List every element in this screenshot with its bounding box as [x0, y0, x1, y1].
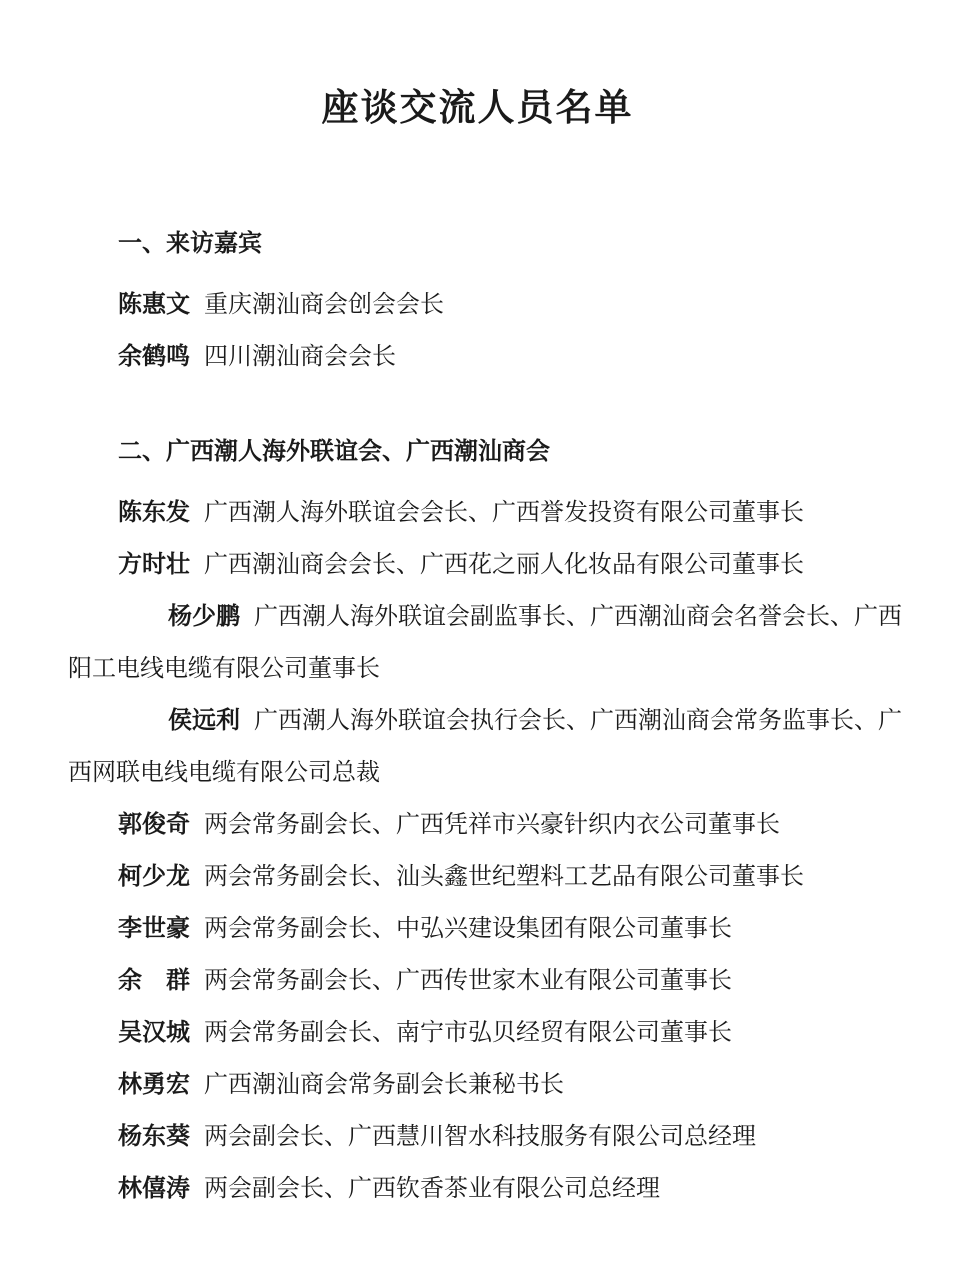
- person-name: 林勇宏: [118, 1070, 190, 1098]
- page-title: 座谈交流人员名单: [321, 85, 634, 129]
- list-item: [118, 1162, 915, 1214]
- person-name: 陈东发: [118, 498, 190, 526]
- person-role: 广西潮人海外联谊会会长、广西誉发投资有限公司董事长: [204, 498, 804, 526]
- person-name: 方时壮: [118, 550, 190, 578]
- person-name: 陈惠文: [118, 290, 190, 318]
- list-item: [118, 330, 915, 382]
- section-visiting-guests: [118, 226, 915, 382]
- list-item: [68, 590, 908, 694]
- list-item: [118, 1006, 915, 1058]
- person-role: 广西潮人海外联谊会副监事长、广西潮汕商会名誉会长、广西阳工电线电缆有限公司董事长: [68, 602, 902, 682]
- list-item: [118, 538, 915, 590]
- person-role: 广西潮人海外联谊会执行会长、广西潮汕商会常务监事长、广西网联电线电缆有限公司总裁: [68, 706, 902, 786]
- person-name: 郭俊奇: [118, 810, 190, 838]
- person-name: 柯少龙: [118, 862, 190, 890]
- person-role: 四川潮汕商会会长: [204, 342, 396, 370]
- list-item: [118, 850, 915, 902]
- list-item: [118, 798, 915, 850]
- person-name: 余鹤鸣: [118, 342, 190, 370]
- person-role: 重庆潮汕商会创会会长: [204, 290, 444, 318]
- person-role: 两会常务副会长、南宁市弘贝经贸有限公司董事长: [204, 1018, 732, 1046]
- section-guangxi-associations: [68, 434, 915, 1214]
- list-item: [118, 486, 915, 538]
- person-role: 两会常务副会长、广西传世家木业有限公司董事长: [204, 966, 732, 994]
- person-role: 广西潮汕商会常务副会长兼秘书长: [204, 1070, 564, 1098]
- person-name: 侯远利: [168, 706, 240, 734]
- person-name: 吴汉城: [118, 1018, 190, 1046]
- person-name: 余 群: [118, 966, 190, 994]
- person-name: 杨少鹏: [168, 602, 240, 630]
- person-role: 两会常务副会长、广西凭祥市兴豪针织内衣公司董事长: [204, 810, 780, 838]
- person-name: 李世豪: [118, 914, 190, 942]
- person-role: 两会常务副会长、中弘兴建设集团有限公司董事长: [204, 914, 732, 942]
- list-item: [118, 1058, 915, 1110]
- section-heading: 二、广西潮人海外联谊会、广西潮汕商会: [118, 437, 550, 465]
- list-item: [68, 694, 908, 798]
- list-item: [118, 278, 915, 330]
- section-heading: 一、来访嘉宾: [118, 229, 262, 257]
- list-item: [118, 1110, 915, 1162]
- list-item: [118, 902, 915, 954]
- person-name: 林僖涛: [118, 1174, 190, 1202]
- person-role: 广西潮汕商会会长、广西花之丽人化妆品有限公司董事长: [204, 550, 804, 578]
- person-name: 杨东葵: [118, 1122, 190, 1150]
- list-item: [118, 954, 915, 1006]
- person-role: 两会副会长、广西钦香茶业有限公司总经理: [204, 1174, 660, 1202]
- person-role: 两会副会长、广西慧川智水科技服务有限公司总经理: [204, 1122, 756, 1150]
- person-role: 两会常务副会长、汕头鑫世纪塑料工艺品有限公司董事长: [204, 862, 804, 890]
